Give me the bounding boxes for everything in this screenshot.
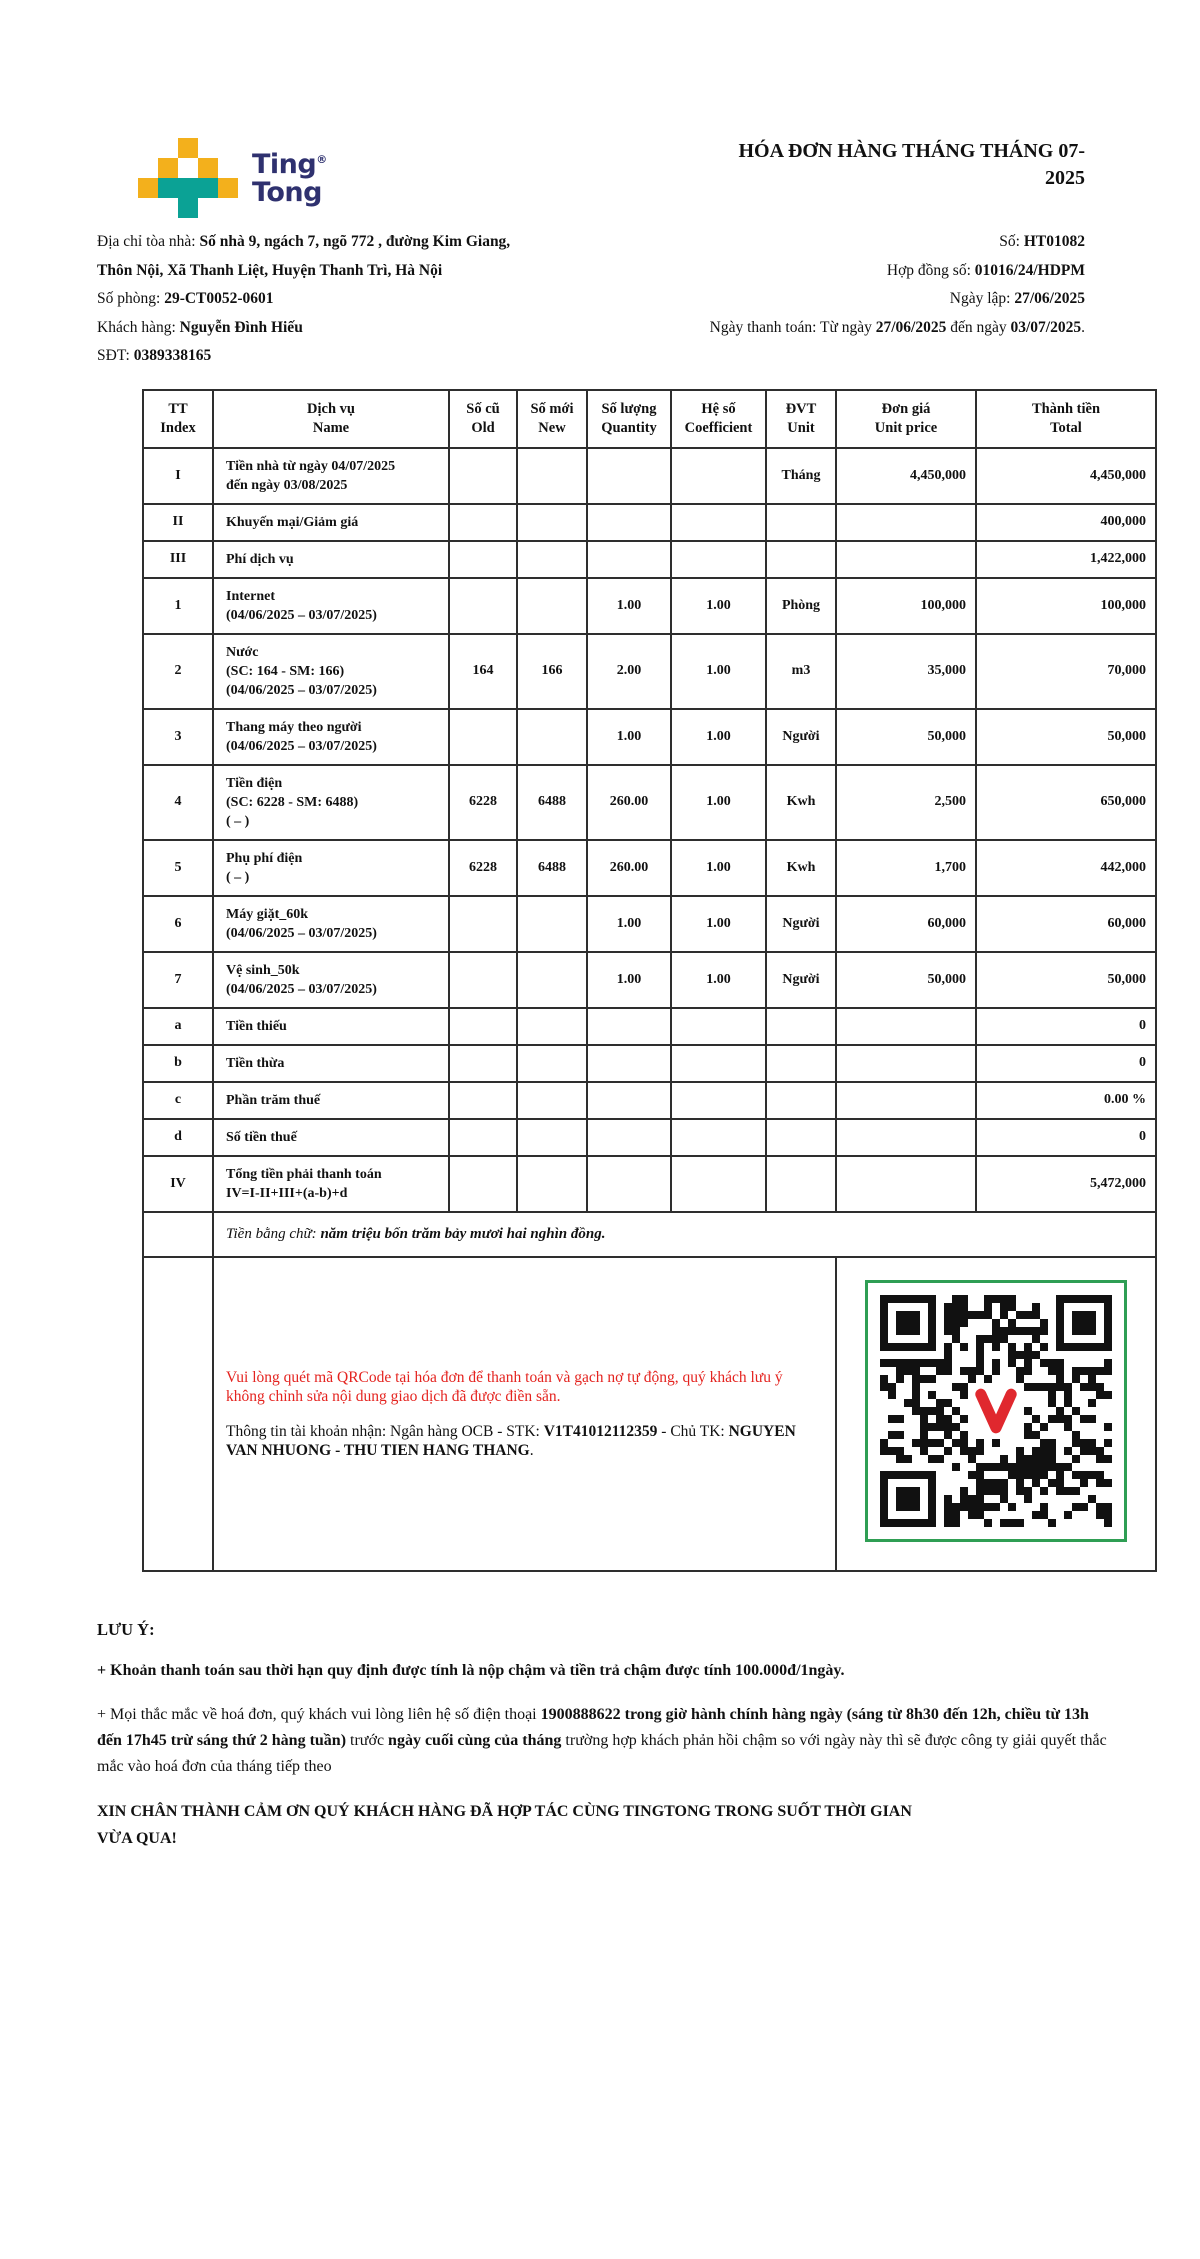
coefficient-cell: 1.00 bbox=[671, 765, 766, 840]
table-row bbox=[143, 952, 1156, 1008]
logo-pixel bbox=[158, 158, 178, 178]
unit-cell bbox=[766, 1045, 836, 1082]
logo-pixel bbox=[158, 178, 218, 198]
index-cell: 6 bbox=[143, 896, 213, 952]
old-cell bbox=[449, 448, 517, 504]
col-header-index: TT Index bbox=[143, 390, 213, 448]
page-header bbox=[97, 138, 1155, 218]
table-row bbox=[143, 1045, 1156, 1082]
index-cell: 3 bbox=[143, 709, 213, 765]
quantity-cell bbox=[587, 1156, 671, 1212]
unit-price-cell bbox=[836, 1119, 976, 1156]
service-name-cell: Máy giặt_60k (04/06/2025 – 03/07/2025) bbox=[213, 896, 449, 952]
col-header-unit-price: Đơn giá Unit price bbox=[836, 390, 976, 448]
service-name-cell: Tiền thừa bbox=[213, 1045, 449, 1082]
unit-price-cell: 60,000 bbox=[836, 896, 976, 952]
contract-number: Hợp đồng số: 01016/24/HDPM bbox=[886, 261, 1085, 279]
old-cell bbox=[449, 1119, 517, 1156]
empty-cell bbox=[143, 1257, 213, 1571]
table-row bbox=[143, 1008, 1156, 1045]
coefficient-cell bbox=[671, 1045, 766, 1082]
thanks-line: XIN CHÂN THÀNH CẢM ƠN QUÝ KHÁCH HÀNG ĐÃ HỢP TÁC CÙNG TINGTONG TRONG SUỐT THỜI GIAN VỪA QUA! bbox=[97, 1802, 912, 1847]
invoice-info bbox=[97, 228, 1155, 371]
index-cell: 5 bbox=[143, 840, 213, 896]
col-header-unit: ĐVT Unit bbox=[766, 390, 836, 448]
table-row bbox=[143, 1119, 1156, 1156]
old-cell bbox=[449, 896, 517, 952]
unit-cell: Kwh bbox=[766, 840, 836, 896]
total-cell: 5,472,000 bbox=[976, 1156, 1156, 1212]
quantity-cell: 260.00 bbox=[587, 840, 671, 896]
coefficient-cell: 1.00 bbox=[671, 709, 766, 765]
col-header-old: Số cũ Old bbox=[449, 390, 517, 448]
customer-phone: SĐT: 0389338165 bbox=[97, 347, 212, 364]
old-cell bbox=[449, 952, 517, 1008]
total-cell: 50,000 bbox=[976, 709, 1156, 765]
coefficient-cell: 1.00 bbox=[671, 634, 766, 709]
logo-pixel bbox=[178, 138, 198, 158]
unit-price-cell: 35,000 bbox=[836, 634, 976, 709]
index-cell: IV bbox=[143, 1156, 213, 1212]
coefficient-cell bbox=[671, 448, 766, 504]
new-cell bbox=[517, 1045, 587, 1082]
old-cell: 164 bbox=[449, 634, 517, 709]
table-row bbox=[143, 504, 1156, 541]
unit-price-cell: 50,000 bbox=[836, 709, 976, 765]
table-row bbox=[143, 1082, 1156, 1119]
total-cell: 70,000 bbox=[976, 634, 1156, 709]
quantity-cell bbox=[587, 504, 671, 541]
index-cell: 1 bbox=[143, 578, 213, 634]
building-address-line2: Thôn Nội, Xã Thanh Liệt, Huyện Thanh Trì, Hà Nội bbox=[97, 261, 443, 279]
notes-section bbox=[97, 1620, 1107, 1852]
col-header-new: Số mới New bbox=[517, 390, 587, 448]
index-cell: 7 bbox=[143, 952, 213, 1008]
service-name-cell: Nước (SC: 164 - SM: 166) (04/06/2025 – 03/07/2025) bbox=[213, 634, 449, 709]
index-cell: a bbox=[143, 1008, 213, 1045]
invoice-number: Số: HT01082 bbox=[999, 233, 1085, 250]
new-cell bbox=[517, 578, 587, 634]
quantity-cell bbox=[587, 1045, 671, 1082]
total-cell: 400,000 bbox=[976, 504, 1156, 541]
coefficient-cell bbox=[671, 1156, 766, 1212]
service-name-cell: Tiền điện (SC: 6228 - SM: 6488) ( – ) bbox=[213, 765, 449, 840]
qr-code-image bbox=[880, 1295, 1112, 1527]
customer-name: Khách hàng: Nguyễn Đình Hiếu bbox=[97, 318, 303, 336]
qr-payment-row bbox=[143, 1257, 1156, 1571]
service-name-cell: Phần trăm thuế bbox=[213, 1082, 449, 1119]
header-row bbox=[143, 390, 1156, 448]
note-item-hotline: + Mọi thắc mắc về hoá đơn, quý khách vui lòng liên hệ số điện thoại 1900888622 trong giờ hành chính hàng ngày (sáng từ 8h30 đến 12h, chiều từ 13h đến 17h45 trừ sáng thứ 2 hàng tuần) trước ngày cuối cùng của tháng trường hợp khách phản hồi chậm so với ngày này thì sẽ được công ty giải quyết thắc mắc vào hoá đơn của tháng tiếp theo bbox=[97, 1705, 1107, 1775]
coefficient-cell: 1.00 bbox=[671, 840, 766, 896]
col-header-total: Thành tiền Total bbox=[976, 390, 1156, 448]
unit-cell: m3 bbox=[766, 634, 836, 709]
logo-pixel bbox=[178, 198, 198, 218]
invoice-table-footer bbox=[143, 1212, 1156, 1571]
coefficient-cell bbox=[671, 1082, 766, 1119]
total-cell: 442,000 bbox=[976, 840, 1156, 896]
unit-cell: Người bbox=[766, 952, 836, 1008]
total-cell: 50,000 bbox=[976, 952, 1156, 1008]
registered-mark: ® bbox=[316, 153, 327, 166]
invoice-title: HÓA ĐƠN HÀNG THÁNG THÁNG 07- 2025 bbox=[738, 140, 1085, 189]
quantity-cell bbox=[587, 1119, 671, 1156]
logo-pixel bbox=[218, 178, 238, 198]
tingtong-pixel-icon bbox=[138, 138, 238, 218]
service-name-cell: Tổng tiền phải thanh toán IV=I-II+III+(a-b)+d bbox=[213, 1156, 449, 1212]
table-row bbox=[143, 1156, 1156, 1212]
new-cell bbox=[517, 952, 587, 1008]
invoice-table bbox=[142, 389, 1157, 1572]
unit-price-cell: 1,700 bbox=[836, 840, 976, 896]
total-cell: 0 bbox=[976, 1119, 1156, 1156]
index-cell: II bbox=[143, 504, 213, 541]
qr-code bbox=[865, 1280, 1127, 1542]
service-name-cell: Số tiền thuế bbox=[213, 1119, 449, 1156]
table-row bbox=[143, 634, 1156, 709]
amount-in-words-row bbox=[143, 1212, 1156, 1257]
old-cell: 6228 bbox=[449, 840, 517, 896]
unit-price-cell: 100,000 bbox=[836, 578, 976, 634]
index-cell: I bbox=[143, 448, 213, 504]
payment-period: Ngày thanh toán: Từ ngày 27/06/2025 đến ngày 03/07/2025. bbox=[709, 318, 1085, 336]
new-cell bbox=[517, 1119, 587, 1156]
unit-price-cell bbox=[836, 1008, 976, 1045]
new-cell bbox=[517, 1156, 587, 1212]
customer-info bbox=[97, 228, 710, 371]
invoice-meta bbox=[710, 228, 1155, 371]
tingtong-logo bbox=[138, 138, 327, 218]
total-cell: 60,000 bbox=[976, 896, 1156, 952]
new-cell bbox=[517, 504, 587, 541]
old-cell bbox=[449, 1082, 517, 1119]
total-cell: 4,450,000 bbox=[976, 448, 1156, 504]
logo-pixel bbox=[138, 178, 158, 198]
new-cell: 166 bbox=[517, 634, 587, 709]
old-cell bbox=[449, 504, 517, 541]
service-name-cell: Internet (04/06/2025 – 03/07/2025) bbox=[213, 578, 449, 634]
service-name-cell: Vệ sinh_50k (04/06/2025 – 03/07/2025) bbox=[213, 952, 449, 1008]
total-cell: 650,000 bbox=[976, 765, 1156, 840]
coefficient-cell bbox=[671, 504, 766, 541]
service-name-cell: Tiền nhà từ ngày 04/07/2025 đến ngày 03/08/2025 bbox=[213, 448, 449, 504]
table-row bbox=[143, 840, 1156, 896]
unit-price-cell bbox=[836, 541, 976, 578]
room-number: Số phòng: 29-CT0052-0601 bbox=[97, 290, 274, 307]
table-row bbox=[143, 541, 1156, 578]
coefficient-cell bbox=[671, 1008, 766, 1045]
unit-cell bbox=[766, 1008, 836, 1045]
logo-word-ting: Ting bbox=[252, 149, 317, 180]
coefficient-cell: 1.00 bbox=[671, 896, 766, 952]
quantity-cell: 1.00 bbox=[587, 709, 671, 765]
index-cell: b bbox=[143, 1045, 213, 1082]
amount-in-words: Tiền bằng chữ: năm triệu bốn trăm bảy mươi hai nghìn đồng. bbox=[213, 1212, 1156, 1257]
quantity-cell bbox=[587, 1082, 671, 1119]
quantity-cell: 1.00 bbox=[587, 578, 671, 634]
coefficient-cell: 1.00 bbox=[671, 952, 766, 1008]
new-cell bbox=[517, 448, 587, 504]
quantity-cell: 1.00 bbox=[587, 952, 671, 1008]
coefficient-cell: 1.00 bbox=[671, 578, 766, 634]
new-cell: 6488 bbox=[517, 765, 587, 840]
new-cell bbox=[517, 1082, 587, 1119]
unit-price-cell: 2,500 bbox=[836, 765, 976, 840]
invoice-table-body bbox=[143, 448, 1156, 1212]
invoice-table-head bbox=[143, 390, 1156, 448]
unit-cell bbox=[766, 504, 836, 541]
index-cell: 2 bbox=[143, 634, 213, 709]
coefficient-cell bbox=[671, 541, 766, 578]
building-address-line1: Địa chỉ tòa nhà: Số nhà 9, ngách 7, ngõ 772 , đường Kim Giang, bbox=[97, 233, 511, 250]
service-name-cell: Phí dịch vụ bbox=[213, 541, 449, 578]
payment-instructions bbox=[213, 1257, 836, 1571]
unit-cell bbox=[766, 1082, 836, 1119]
service-name-cell: Phụ phí điện ( – ) bbox=[213, 840, 449, 896]
account-info: Thông tin tài khoản nhận: Ngân hàng OCB - STK: V1T41012112359 - Chủ TK: NGUYEN VAN NHUONG - THU TIEN HANG THANG. bbox=[226, 1422, 796, 1459]
unit-price-cell bbox=[836, 1156, 976, 1212]
total-cell: 100,000 bbox=[976, 578, 1156, 634]
new-cell: 6488 bbox=[517, 840, 587, 896]
issue-date: Ngày lập: 27/06/2025 bbox=[949, 290, 1085, 307]
unit-cell: Tháng bbox=[766, 448, 836, 504]
total-cell: 0.00 % bbox=[976, 1082, 1156, 1119]
qr-scan-note: Vui lòng quét mã QRCode tại hóa đơn để thanh toán và gạch nợ tự động, quý khách lưu ý không chỉnh sửa nội dung giao dịch đã được điền sẵn. bbox=[226, 1368, 783, 1405]
unit-cell bbox=[766, 541, 836, 578]
index-cell: 4 bbox=[143, 765, 213, 840]
unit-price-cell bbox=[836, 1045, 976, 1082]
unit-cell: Người bbox=[766, 709, 836, 765]
qr-code-cell bbox=[836, 1257, 1156, 1571]
quantity-cell bbox=[587, 541, 671, 578]
quantity-cell bbox=[587, 448, 671, 504]
new-cell bbox=[517, 709, 587, 765]
total-cell: 1,422,000 bbox=[976, 541, 1156, 578]
index-cell: c bbox=[143, 1082, 213, 1119]
quantity-cell: 2.00 bbox=[587, 634, 671, 709]
quantity-cell: 260.00 bbox=[587, 765, 671, 840]
new-cell bbox=[517, 1008, 587, 1045]
empty-cell bbox=[143, 1212, 213, 1257]
unit-price-cell bbox=[836, 504, 976, 541]
quantity-cell bbox=[587, 1008, 671, 1045]
index-cell: III bbox=[143, 541, 213, 578]
table-row bbox=[143, 709, 1156, 765]
unit-cell bbox=[766, 1156, 836, 1212]
table-row bbox=[143, 448, 1156, 504]
logo-word-tong: Tong bbox=[252, 177, 322, 208]
notes-heading: LƯU Ý: bbox=[97, 1619, 155, 1639]
old-cell bbox=[449, 1156, 517, 1212]
index-cell: d bbox=[143, 1119, 213, 1156]
service-name-cell: Khuyến mại/Giảm giá bbox=[213, 504, 449, 541]
quantity-cell: 1.00 bbox=[587, 896, 671, 952]
old-cell bbox=[449, 1008, 517, 1045]
col-header-name: Dịch vụ Name bbox=[213, 390, 449, 448]
total-cell: 0 bbox=[976, 1045, 1156, 1082]
unit-cell: Người bbox=[766, 896, 836, 952]
table-row bbox=[143, 896, 1156, 952]
unit-price-cell: 50,000 bbox=[836, 952, 976, 1008]
new-cell bbox=[517, 896, 587, 952]
col-header-quantity: Số lượng Quantity bbox=[587, 390, 671, 448]
old-cell bbox=[449, 578, 517, 634]
unit-cell: Kwh bbox=[766, 765, 836, 840]
col-header-coefficient: Hệ số Coefficient bbox=[671, 390, 766, 448]
old-cell: 6228 bbox=[449, 765, 517, 840]
unit-price-cell bbox=[836, 1082, 976, 1119]
service-name-cell: Thang máy theo người (04/06/2025 – 03/07/2025) bbox=[213, 709, 449, 765]
unit-cell bbox=[766, 1119, 836, 1156]
note-item-late-payment: + Khoản thanh toán sau thời hạn quy định được tính là nộp chậm và tiền trả chậm được tính 100.000đ/1ngày. bbox=[97, 1661, 845, 1679]
old-cell bbox=[449, 709, 517, 765]
logo-wordmark bbox=[252, 138, 327, 218]
new-cell bbox=[517, 541, 587, 578]
service-name-cell: Tiền thiếu bbox=[213, 1008, 449, 1045]
old-cell bbox=[449, 541, 517, 578]
old-cell bbox=[449, 1045, 517, 1082]
unit-cell: Phòng bbox=[766, 578, 836, 634]
total-cell: 0 bbox=[976, 1008, 1156, 1045]
coefficient-cell bbox=[671, 1119, 766, 1156]
table-row bbox=[143, 578, 1156, 634]
unit-price-cell: 4,450,000 bbox=[836, 448, 976, 504]
table-row bbox=[143, 765, 1156, 840]
logo-pixel bbox=[198, 158, 218, 178]
